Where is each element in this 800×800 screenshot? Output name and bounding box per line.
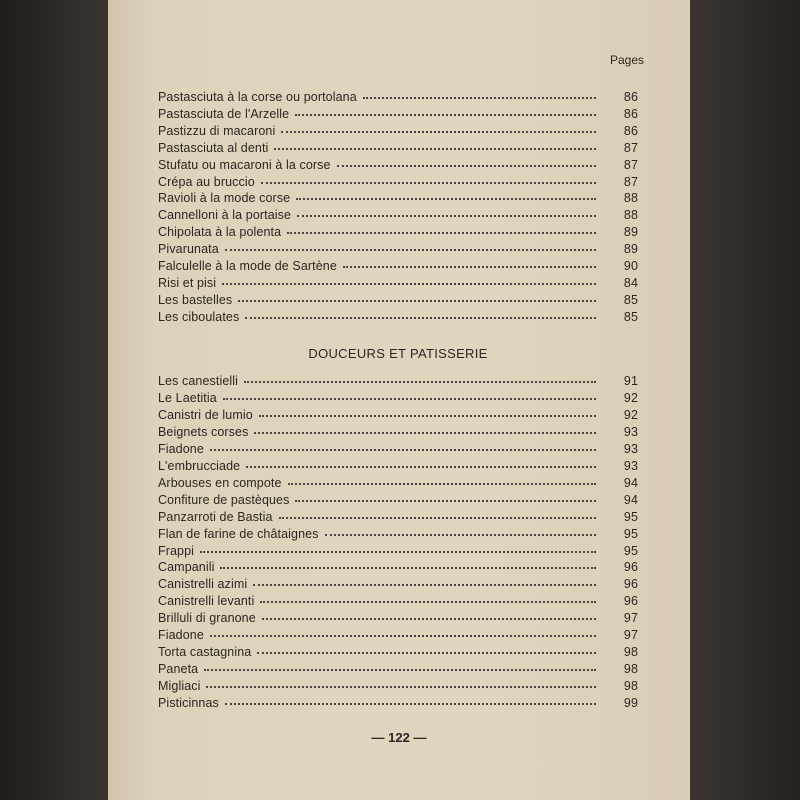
entry-page-number: 94	[623, 475, 638, 490]
dot-leader	[245, 316, 596, 319]
entry-title: Ravioli à la mode corse	[158, 191, 291, 206]
toc-entry	[158, 89, 638, 106]
entry-title: Les ciboulates	[158, 309, 240, 324]
dot-leader	[337, 164, 596, 167]
toc-entry	[158, 576, 638, 593]
dot-leader	[343, 265, 596, 268]
dot-leader	[287, 231, 596, 234]
entry-page-number: 88	[623, 208, 638, 223]
toc-entry	[158, 458, 638, 475]
page-number: — 122 —	[371, 730, 427, 745]
entry-title: Canistrelli levanti	[158, 594, 255, 609]
toc-entry	[158, 106, 638, 123]
entry-title: Les bastelles	[158, 292, 233, 307]
entry-page-number: 89	[623, 242, 638, 257]
pages-column-header: Pages	[609, 53, 644, 67]
entry-title: Canistrelli azimi	[158, 577, 248, 592]
toc-entry	[158, 661, 638, 678]
dot-leader	[254, 431, 596, 434]
toc-entry	[158, 509, 638, 526]
toc-entry	[158, 492, 638, 509]
entry-page-number: 96	[623, 577, 638, 592]
toc-entry	[158, 140, 638, 157]
entry-page-number: 93	[623, 424, 638, 439]
entry-title: Torta castagnina	[158, 645, 252, 660]
entry-page-number: 92	[623, 390, 638, 405]
dot-leader	[223, 397, 596, 400]
entry-title: Pivarunata	[158, 242, 219, 257]
toc-entry	[158, 475, 638, 492]
section-heading-desserts: DOUCEURS ET PATISSERIE	[308, 346, 488, 361]
dot-leader	[210, 448, 596, 451]
entry-page-number: 98	[623, 645, 638, 660]
entry-title: Fiadone	[158, 628, 204, 643]
dot-leader	[257, 651, 596, 654]
dot-leader	[295, 113, 596, 116]
dot-leader	[295, 499, 596, 502]
entry-title: Risi et pisi	[158, 275, 217, 290]
toc-entry	[158, 559, 638, 576]
dot-leader	[244, 380, 596, 383]
toc-entry	[158, 644, 638, 661]
entry-title: Falculelle à la mode de Sartène	[158, 259, 337, 273]
entry-page-number: 85	[623, 292, 638, 307]
dot-leader	[206, 685, 596, 688]
dot-leader	[262, 617, 596, 620]
toc-entry	[158, 190, 638, 207]
dot-leader	[238, 299, 596, 302]
toc-entry	[158, 593, 638, 610]
entry-title: Brilluli di granone	[158, 611, 256, 626]
entry-title: L'embrucciade	[158, 458, 241, 473]
dot-leader	[225, 702, 596, 705]
toc-entry	[158, 543, 638, 560]
dot-leader	[220, 566, 596, 569]
entry-page-number: 89	[623, 225, 638, 240]
entry-title: Stufatu ou macaroni à la corse	[158, 157, 331, 172]
dot-leader	[279, 516, 596, 519]
entry-page-number: 85	[623, 309, 638, 324]
toc-entry	[158, 610, 638, 627]
dot-leader	[204, 668, 596, 671]
entry-page-number: 95	[623, 543, 638, 558]
dot-leader	[200, 550, 596, 553]
toc-entry	[158, 309, 638, 326]
dot-leader	[325, 533, 596, 536]
dot-leader	[260, 600, 596, 603]
toc-entry	[158, 373, 638, 390]
entry-page-number: 95	[623, 509, 638, 524]
entry-page-number: 98	[623, 662, 638, 677]
entry-title: Cannelloni à la portaise	[158, 208, 292, 223]
entry-page-number: 90	[623, 259, 638, 273]
toc-entry	[158, 224, 638, 241]
dot-leader	[281, 130, 596, 133]
dot-leader	[297, 214, 596, 217]
entry-title: Pisticinnas	[158, 696, 219, 711]
entry-page-number: 91	[623, 374, 638, 388]
entry-page-number: 84	[623, 275, 638, 290]
dot-leader	[253, 583, 596, 586]
entry-page-number: 94	[623, 492, 638, 507]
entry-title: Frappi	[158, 543, 195, 558]
entry-title: Les canestielli	[158, 374, 239, 388]
entry-title: Canistri de lumio	[158, 407, 253, 422]
dot-leader	[363, 96, 596, 99]
entry-title: Pastasciuta de l'Arzelle	[158, 106, 290, 121]
entry-page-number: 99	[623, 696, 638, 711]
entry-page-number: 98	[623, 679, 638, 694]
dot-leader	[259, 414, 596, 417]
entry-page-number: 95	[623, 526, 638, 541]
entry-page-number: 97	[623, 611, 638, 626]
entry-title: Crépa au bruccio	[158, 174, 255, 189]
entry-title: Flan de farine de châtaignes	[158, 526, 319, 541]
entry-page-number: 93	[623, 441, 638, 456]
entry-page-number: 88	[623, 191, 638, 206]
dot-leader	[246, 465, 596, 468]
toc-entry	[158, 441, 638, 458]
entry-title: Fiadone	[158, 441, 204, 456]
dot-leader	[274, 147, 596, 150]
toc-entry	[158, 678, 638, 695]
entry-page-number: 93	[623, 458, 638, 473]
entry-title: Beignets corses	[158, 424, 249, 439]
toc-entry	[158, 207, 638, 224]
toc-entry	[158, 275, 638, 292]
dot-leader	[210, 634, 596, 637]
entry-page-number: 96	[623, 594, 638, 609]
toc-entry	[158, 174, 638, 191]
backdrop-right	[690, 0, 800, 800]
toc-entry	[158, 407, 638, 424]
entry-page-number: 87	[623, 140, 638, 155]
entry-title: Pastasciuta al denti	[158, 140, 269, 155]
entry-title: Pastizzu di macaroni	[158, 123, 276, 138]
backdrop-left	[0, 0, 108, 800]
dot-leader	[288, 482, 596, 485]
dot-leader	[261, 181, 596, 184]
entry-page-number: 87	[623, 174, 638, 189]
book-page	[108, 0, 690, 800]
toc-entry	[158, 241, 638, 258]
toc-entry	[158, 292, 638, 309]
entry-page-number: 86	[623, 106, 638, 121]
entry-title: Chipolata à la polenta	[158, 225, 282, 240]
entry-title: Campanili	[158, 560, 215, 575]
entry-title: Pastasciuta à la corse ou portolana	[158, 90, 357, 104]
entry-title: Migliaci	[158, 679, 201, 694]
toc-entry	[158, 258, 638, 275]
toc-entry	[158, 627, 638, 644]
entry-page-number: 92	[623, 407, 638, 422]
entry-title: Paneta	[158, 662, 199, 677]
entry-page-number: 87	[623, 157, 638, 172]
entry-page-number: 86	[623, 90, 638, 104]
entry-title: Confiture de pastèques	[158, 492, 290, 507]
toc-entry	[158, 123, 638, 140]
entry-page-number: 96	[623, 560, 638, 575]
toc-entry	[158, 390, 638, 407]
dot-leader	[296, 197, 596, 200]
entry-title: Arbouses en compote	[158, 475, 282, 490]
entry-page-number: 97	[623, 628, 638, 643]
toc-entry	[158, 157, 638, 174]
toc-entry	[158, 695, 638, 712]
toc-entry	[158, 424, 638, 441]
dot-leader	[222, 282, 596, 285]
entry-title: Panzarroti de Bastia	[158, 509, 273, 524]
dot-leader	[225, 248, 596, 251]
entry-title: Le Laetitia	[158, 390, 217, 405]
toc-entry	[158, 526, 638, 543]
entry-page-number: 86	[623, 123, 638, 138]
